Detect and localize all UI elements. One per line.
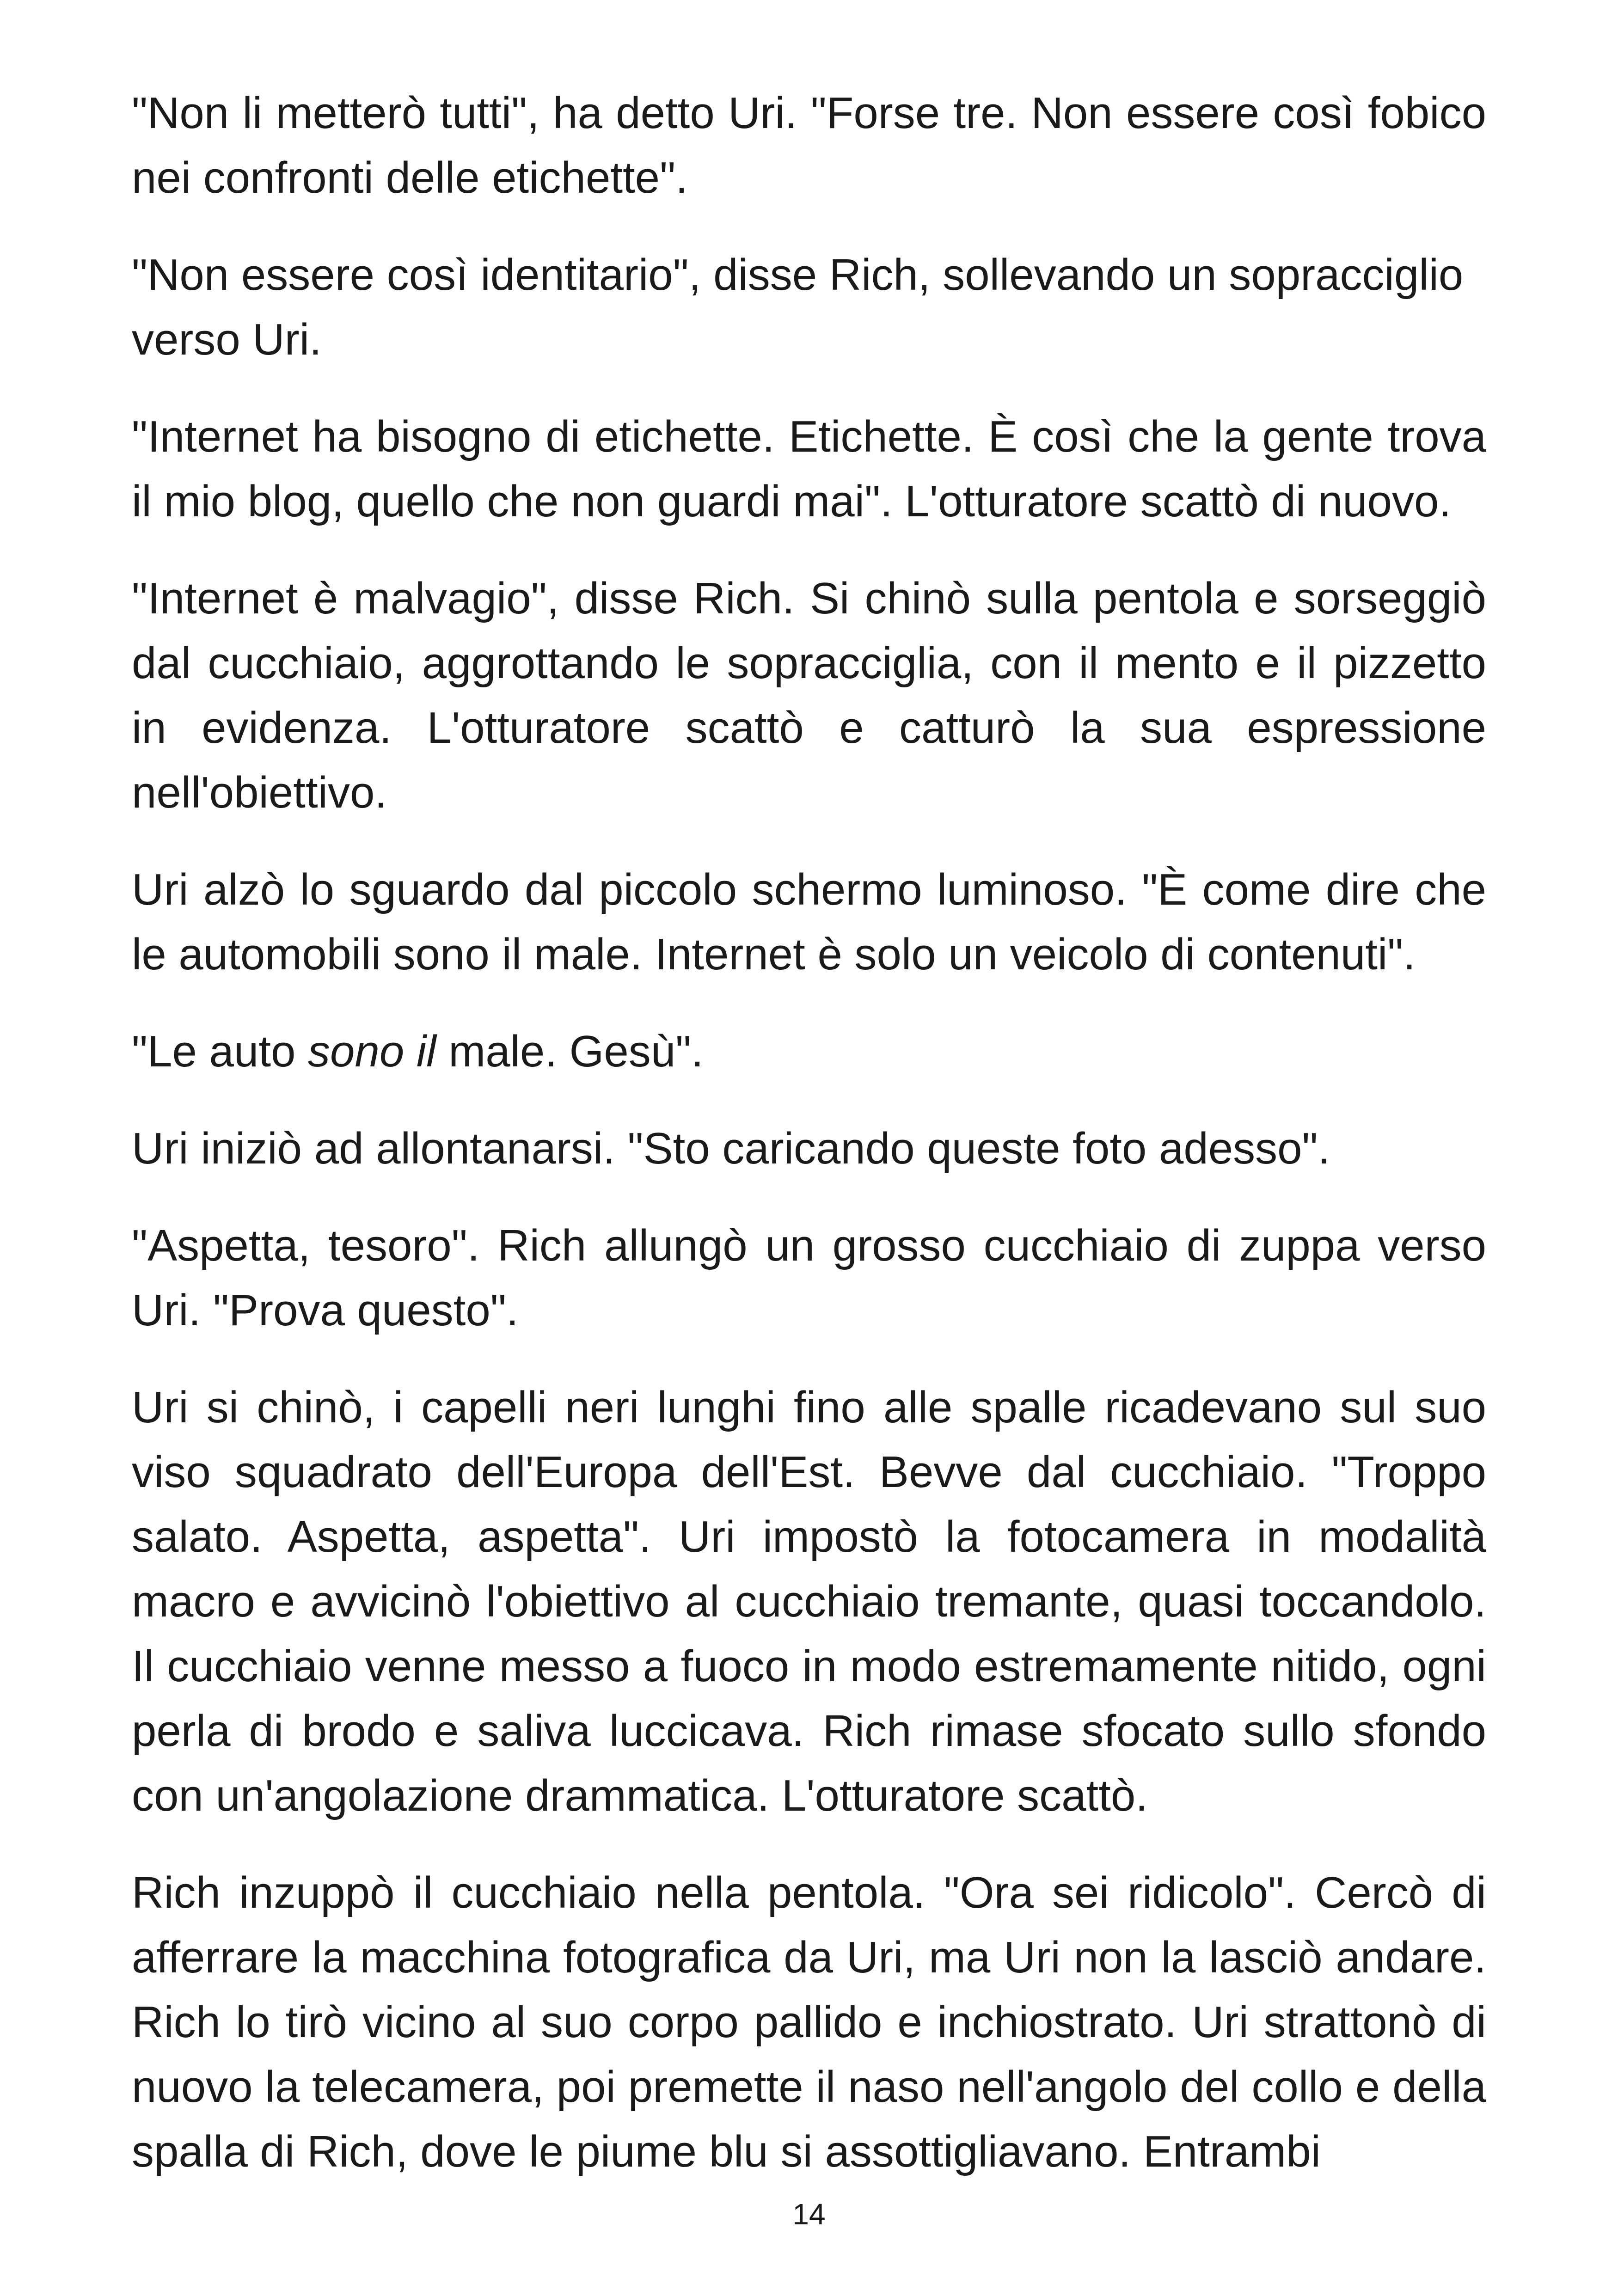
paragraph-segment: "Le auto <box>132 1027 308 1076</box>
page-number: 14 <box>792 2198 826 2231</box>
paragraph: Rich inzuppò il cucchiaio nella pentola. "Ora sei ridicolo". Cercò di afferrare la macchina fotografica da Uri, ma Uri non la lasciò andare. Rich lo tirò vicino al suo corpo pallido e inchiostrato. Uri strattonò di nuovo la telecamera, poi premette il naso nell'angolo del collo e della spalla di Rich, dove le piume blu si assottigliavano. Entrambi <box>132 1868 1486 2176</box>
paragraph: "Internet ha bisogno di etichette. Etichette. È così che la gente trova il mio blog, quello che non guardi mai". L'otturatore scattò di nuovo. <box>132 412 1486 526</box>
paragraph: "Non essere così identitario", disse Rich, sollevando un sopracciglio verso Uri. <box>132 250 1464 364</box>
paragraph-italic-segment: sono il <box>308 1027 436 1076</box>
paragraph: "Non li metterò tutti", ha detto Uri. "Forse tre. Non essere così fobico nei confronti delle etichette". <box>132 88 1486 202</box>
paragraph: Uri iniziò ad allontanarsi. "Sto caricando queste foto adesso". <box>132 1124 1330 1173</box>
paragraph <box>132 1019 1486 1084</box>
paragraph: Uri si chinò, i capelli neri lunghi fino alle spalle ricadevano sul suo viso squadrato dell'Europa dell'Est. Bevve dal cucchiaio. "Troppo salato. Aspetta, aspetta". Uri impostò la fotocamera in modalità macro e avvicinò l'obiettivo al cucchiaio tremante, quasi toccandolo. Il cucchiaio venne messo a fuoco in modo estremamente nitido, ogni perla di brodo e saliva luccicava. Rich rimase sfocato sullo sfondo con un'angolazione drammatica. L'otturatore scattò. <box>132 1383 1486 1820</box>
paragraph: Uri alzò lo sguardo dal piccolo schermo luminoso. "È come dire che le automobili sono il male. Internet è solo un veicolo di contenuti". <box>132 865 1486 979</box>
paragraph: "Internet è malvagio", disse Rich. Si chinò sulla pentola e sorseggiò dal cucchiaio, aggrottando le sopracciglia, con il mento e il pizzetto in evidenza. L'otturatore scattò e catturò la sua espressione nell'obiettivo. <box>132 574 1486 817</box>
page-body <box>132 81 1486 2216</box>
paragraph: "Aspetta, tesoro". Rich allungò un grosso cucchiaio di zuppa verso Uri. "Prova questo". <box>132 1221 1486 1335</box>
paragraph-segment: male. Gesù". <box>436 1027 704 1076</box>
